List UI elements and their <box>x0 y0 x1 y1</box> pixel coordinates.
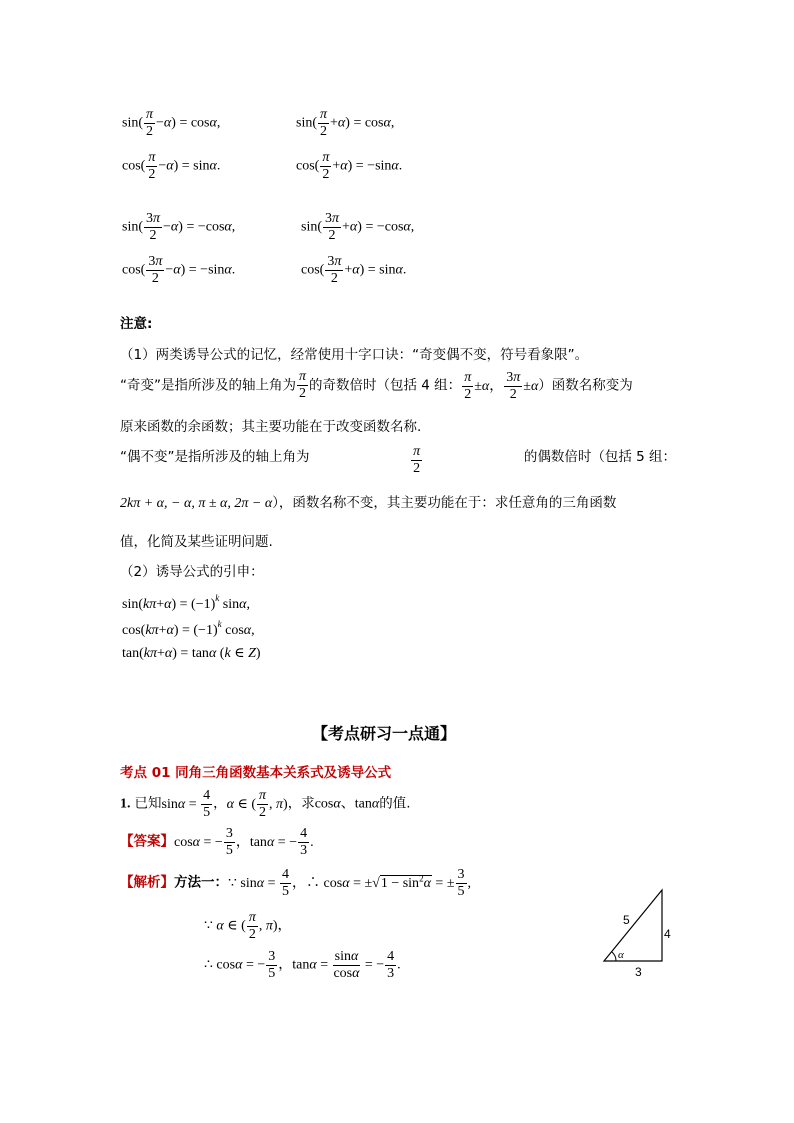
kaodian-heading: 考点 01 同角三角函数基本关系式及诱导公式 <box>120 765 392 781</box>
extension-formula-cos: $\cos(k\pi+\alpha) = (-1)^k$ cosα, <box>122 619 255 638</box>
formula-cos-pi2-minus: cos( $\frac{\pi}{2}$ −α) = sinα. <box>122 150 221 182</box>
angle-arc <box>612 952 616 961</box>
even-group-list: 2kπ + α, − α, π ± α, 2π − α <box>120 496 273 511</box>
triangle-label-hypotenuse: 5 <box>623 913 630 927</box>
note-heading: 注意: <box>120 316 153 332</box>
answer-line: 【答案】cosα = − $\frac{3}{5}$ ，tanα = − $\frac{4}{3}$ . <box>120 826 314 858</box>
note-paragraph-1: （1）两类诱导公式的记忆，经常使用十字口诀：“奇变偶不变，符号看象限”。 <box>120 347 589 363</box>
analysis-line-1: 【解析】方法一：∵ sinα = $\frac{4}{5}$ ，∴ $\cos\alpha = \pm√1 - \sin^2\alpha$ = ± $\frac{3}{5}$ , <box>120 867 472 899</box>
extension-formula-sin: $\sin(k\pi+\alpha) = (-1)^k$ sinα, <box>122 593 250 612</box>
triangle-label-base: 3 <box>635 965 642 979</box>
analysis-line-2: ∵ α ∈ ( $\frac{\pi}{2}$ , π)， <box>204 910 292 942</box>
formula-sin-pi2-minus: sin( $\frac{\pi}{2}$ −α) = cosα, <box>122 107 221 139</box>
problem-statement: 1. 已知sinα = $\frac{4}{5}$ ，α ∈ ( $\frac{\pi}{2}$ , π)，求cosα、tanα的值. <box>120 788 411 820</box>
formula-sin-pi2-plus: sin( $\frac{\pi}{2}$ +α) = cosα, <box>296 107 395 139</box>
note-paragraph-3-cont: 值，化简及某些证明问题. <box>120 534 273 550</box>
section-title: 【考点研习一点通】 <box>312 724 457 743</box>
right-triangle-figure <box>596 884 696 984</box>
triangle-shape <box>604 890 662 961</box>
note-paragraph-4: （2）诱导公式的引申： <box>120 564 264 580</box>
formula-sin-3pi2-minus: sin( $\frac{3\pi}{2}$ −α) = −cosα, <box>122 211 236 243</box>
note-paragraph-3: “偶不变”是指所涉及的轴上角为 $\frac{\pi}{2}$ 的偶数倍时（包括 5 组： <box>120 444 676 476</box>
formula-cos-3pi2-plus: cos( $\frac{3\pi}{2}$ +α) = sinα. <box>301 254 407 286</box>
analysis-tag: 【解析】 <box>120 874 174 891</box>
analysis-line-3: ∴ cosα = − $\frac{3}{5}$ ，tanα = $\frac{\sin\alpha}{\cos\alpha}$ = − $\frac{4}{3}$ . <box>204 949 401 981</box>
extension-formula-tan: tan(kπ+α) = tanα (k ∈ Z) <box>122 646 261 661</box>
triangle-label-vertical: 4 <box>664 927 671 941</box>
formula-sin-3pi2-plus: sin( $\frac{3\pi}{2}$ +α) = −cosα, <box>301 211 415 243</box>
answer-tag: 【答案】 <box>120 833 174 850</box>
formula-cos-pi2-plus: cos( $\frac{\pi}{2}$ +α) = −sinα. <box>296 150 403 182</box>
note-paragraph-3-line2: 2kπ + α, − α, π ± α, 2π − α），函数名称不变，其主要功能在于：求任意角的三角函数 <box>120 495 617 511</box>
triangle-label-angle: α <box>618 949 624 961</box>
formula-cos-3pi2-minus: cos( $\frac{3\pi}{2}$ −α) = −sinα. <box>122 254 236 286</box>
note-paragraph-2-cont: 原来函数的余函数；其主要功能在于改变函数名称. <box>120 419 422 435</box>
note-paragraph-2: “奇变”是指所涉及的轴上角为 $\frac{\pi}{2}$ 的奇数倍时（包括 4 组： $\frac{\pi}{2}$ ±α， $\frac{3\pi}{2}$ ±α）函数名称变为 <box>120 369 633 402</box>
